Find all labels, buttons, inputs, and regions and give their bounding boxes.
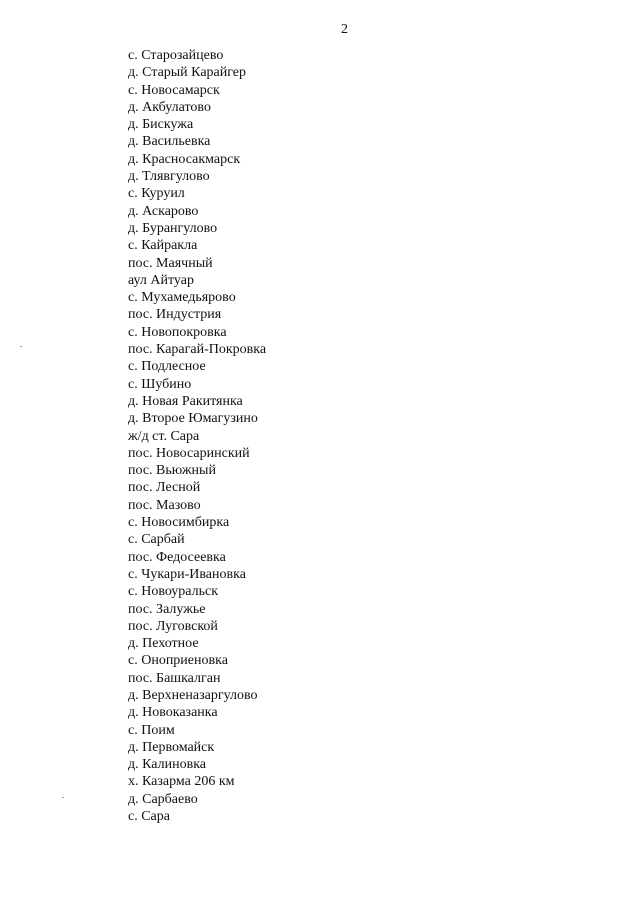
settlement-item: д. Бурангулово — [128, 220, 218, 236]
settlement-item: д. Новоказанка — [128, 705, 218, 721]
settlement-item: д. Аскарово — [128, 203, 199, 219]
settlement-item: д. Пехотное — [128, 636, 199, 652]
settlement-item: пос. Башкалган — [128, 670, 221, 686]
settlement-item: д. Новая Ракитянка — [128, 393, 243, 409]
settlement-item: д. Второе Юмагузино — [128, 411, 258, 427]
settlement-item: с. Чукари-Ивановка — [128, 566, 246, 582]
settlement-item: пос. Залужье — [128, 601, 206, 617]
settlement-item: д. Сарбаево — [128, 791, 198, 807]
settlement-item: х. Казарма 206 км — [128, 774, 235, 790]
settlement-item: с. Оноприеновка — [128, 653, 228, 669]
settlement-item: с. Подлесное — [128, 359, 206, 375]
settlement-item: с. Поим — [128, 722, 175, 738]
settlement-item: пос. Вьюжный — [128, 463, 216, 479]
settlement-item: пос. Маячный — [128, 255, 213, 271]
settlement-item: пос. Луговской — [128, 618, 218, 634]
settlement-list — [128, 47, 266, 825]
settlement-item: с. Новоуральск — [128, 584, 219, 600]
settlement-item: с. Новосамарск — [128, 82, 220, 98]
settlement-item: с. Старозайцево — [128, 48, 224, 63]
settlement-item: д. Красносакмарск — [128, 151, 241, 167]
settlement-item: д. Калиновка — [128, 757, 206, 773]
settlement-item: с. Кайракла — [128, 238, 198, 254]
settlement-item: с. Сара — [128, 809, 170, 825]
scan-speck — [62, 797, 64, 798]
settlement-item: пос. Мазово — [128, 497, 201, 513]
settlement-item: с. Новосимбирка — [128, 515, 230, 531]
settlement-item: пос. Лесной — [128, 480, 201, 496]
settlement-item: д. Акбулатово — [128, 99, 211, 115]
settlement-item: ж/д ст. Сара — [128, 428, 200, 444]
settlement-item: д. Тлявгулово — [128, 169, 210, 185]
settlement-item: с. Новопокровка — [128, 324, 227, 340]
settlement-item: д. Васильевка — [128, 134, 211, 150]
settlement-item: с. Куруил — [128, 186, 185, 202]
settlement-item: пос. Карагай-Покровка — [128, 342, 267, 358]
settlement-item: пос. Новосаринский — [128, 445, 250, 461]
settlement-item: д. Первомайск — [128, 739, 215, 755]
settlement-item: пос. Федосеевка — [128, 549, 226, 565]
settlement-item: с. Мухамедьярово — [128, 290, 236, 306]
page-number: 2 — [341, 22, 348, 37]
scan-speck — [20, 346, 22, 347]
settlement-item: д. Бискужа — [128, 117, 194, 133]
settlement-item: д. Верхненазаргулово — [128, 687, 258, 703]
settlement-item: д. Старый Карайгер — [128, 65, 247, 81]
settlement-item: с. Сарбай — [128, 532, 185, 548]
settlement-item: аул Айтуар — [128, 272, 194, 288]
settlement-item: пос. Индустрия — [128, 307, 222, 323]
settlement-item: с. Шубино — [128, 376, 192, 392]
